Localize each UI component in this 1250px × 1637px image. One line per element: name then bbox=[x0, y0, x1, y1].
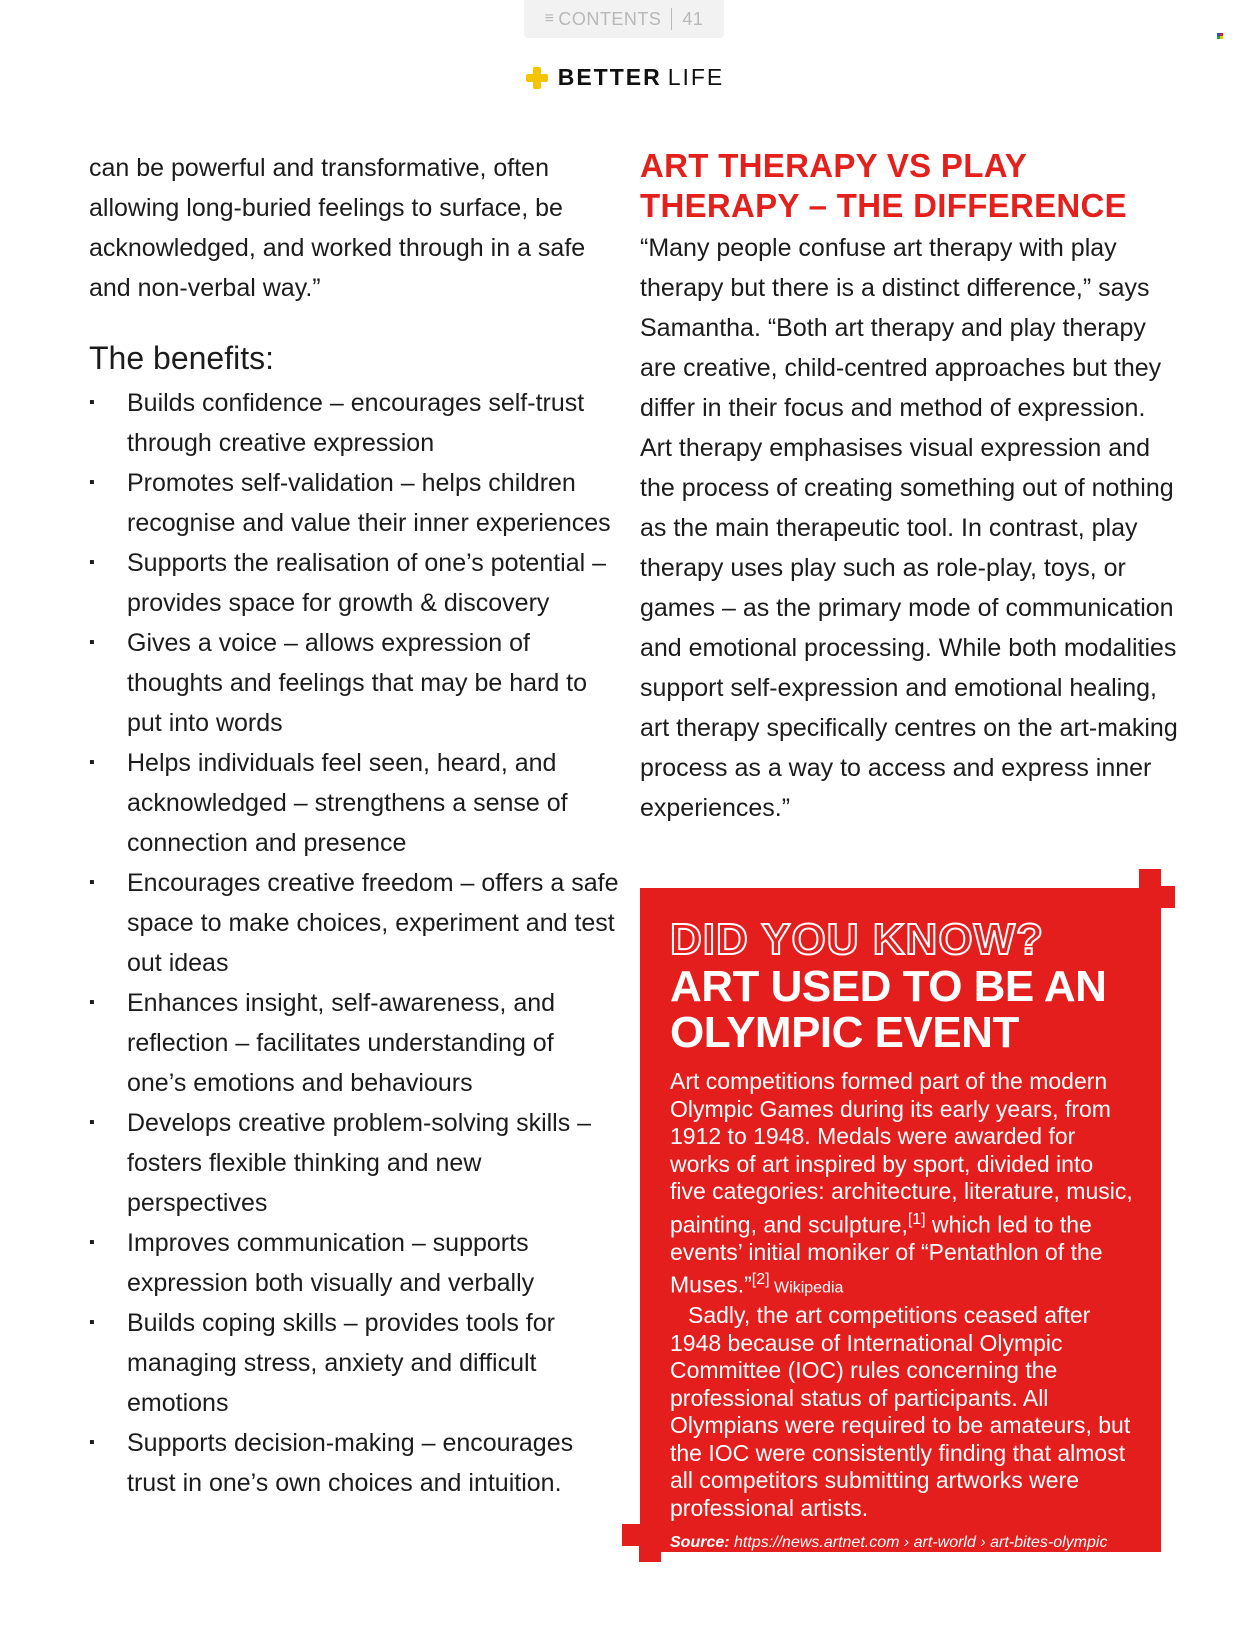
menu-icon: ≡ bbox=[544, 10, 555, 27]
benefits-heading: The benefits: bbox=[89, 340, 274, 376]
list-item: ▪ Improves communication – supports expression both visually and verbally bbox=[89, 1223, 619, 1303]
page-number: 41 bbox=[682, 8, 704, 29]
contents-tab[interactable] bbox=[524, 0, 724, 38]
olympic-paragraph-1 bbox=[670, 1068, 1133, 1302]
section-title-light: LIFE bbox=[667, 64, 725, 90]
reference-2[interactable]: [2] bbox=[751, 1271, 770, 1289]
subtitle-line2: OLYMPIC EVENT bbox=[670, 1008, 1019, 1057]
list-item: ▪ Promotes self-validation – helps children recognise and value their inner experiences bbox=[89, 463, 619, 543]
source-link[interactable]: https://news.artnet.com › art-world › art-bites-olympic bbox=[729, 1534, 1108, 1552]
list-item: ▪ Supports decision-making – encourages trust in one’s own choices and intuition. bbox=[89, 1423, 619, 1503]
box-accent-top-right bbox=[1139, 869, 1161, 889]
did-you-know-subtitle bbox=[670, 964, 1133, 1056]
comparison-body: “Many people confuse art therapy with play therapy but there is a distinct difference,” says Samantha. “Both art therapy and play therapy are creative, child-centred approaches but they differ in their focus and method of expression. Art therapy emphasises visual expression and the process of creating something out of nothing as the main therapeutic tool. In contrast, play therapy uses play such as role-play, toys, or games – as the primary mode of communication and emotional processing. While both modalities support self-expression and emotional healing, art therapy specifically centres on the art-making process as a way to access and express inner experiences.” bbox=[640, 234, 1178, 822]
para1-part2: which led to the events’ initial moniker of “Pentathlon of the Muses.” bbox=[670, 1211, 1103, 1298]
did-you-know-box bbox=[640, 888, 1161, 1552]
contents-label: CONTENTS bbox=[558, 8, 662, 29]
comparison-heading bbox=[640, 146, 1180, 226]
source-line bbox=[670, 1534, 1133, 1552]
subtitle-line1: ART USED TO BE AN bbox=[670, 962, 1107, 1011]
list-item: ▪ Supports the realisation of one’s potential – provides space for growth & discovery bbox=[89, 543, 619, 623]
list-item: ▪ Builds confidence – encourages self-trust through creative expression bbox=[89, 383, 619, 463]
comparison-heading-line2: THERAPY – THE DIFFERENCE bbox=[640, 187, 1127, 224]
section-title-bold: BETTER bbox=[557, 64, 662, 90]
list-item: ▪ Gives a voice – allows expression of thoughts and feelings that may be hard to put into words bbox=[89, 623, 619, 743]
list-item: ▪ Enhances insight, self-awareness, and reflection – facilitates understanding of one’s emotions and behaviours bbox=[89, 983, 619, 1103]
list-item: ▪ Helps individuals feel seen, heard, and acknowledged – strengthens a sense of connection and presence bbox=[89, 743, 619, 863]
list-item: ▪ Encourages creative freedom – offers a safe space to make choices, experiment and test out ideas bbox=[89, 863, 619, 983]
intro-paragraph: can be powerful and transformative, often allowing long-buried feelings to surface, be acknowledged, and worked through in a safe and non-verbal way.” bbox=[89, 154, 586, 302]
right-column bbox=[640, 146, 1180, 828]
corner-mark-icon bbox=[1217, 33, 1223, 39]
source-label: Source: bbox=[670, 1534, 730, 1552]
para1-part1: Art competitions formed part of the modern Olympic Games during its early years, from 1912 to 1948. Medals were awarded for works of art inspired by sport, divided into five categories: architecture, literature, music, painting, and sculpture, bbox=[670, 1068, 1133, 1238]
benefits-list bbox=[89, 383, 619, 1503]
comparison-heading-line1: ART THERAPY VS PLAY bbox=[640, 147, 1028, 184]
left-column bbox=[89, 148, 619, 1503]
tab-divider bbox=[671, 8, 672, 30]
box-accent-right-tab bbox=[1161, 886, 1175, 908]
citation-wikipedia: Wikipedia bbox=[769, 1279, 844, 1297]
plus-icon bbox=[526, 67, 548, 89]
section-header bbox=[0, 64, 1250, 91]
reference-1[interactable]: [1] bbox=[907, 1210, 926, 1228]
list-item: ▪ Develops creative problem-solving skills – fosters flexible thinking and new perspectives bbox=[89, 1103, 619, 1223]
list-item: ▪ Builds coping skills – provides tools for managing stress, anxiety and difficult emotions bbox=[89, 1303, 619, 1423]
box-accent-bottom-left bbox=[622, 1524, 642, 1546]
olympic-paragraph-2: Sadly, the art competitions ceased after 1948 because of International Olympic Committee (IOC) rules concerning the professional status of participants. All Olympians were required to be amateurs, but the IOC were consistently finding that almost all competitors submitting artworks were professional artists. bbox=[670, 1302, 1131, 1521]
did-you-know-title: DID YOU KNOW? bbox=[670, 915, 1044, 964]
